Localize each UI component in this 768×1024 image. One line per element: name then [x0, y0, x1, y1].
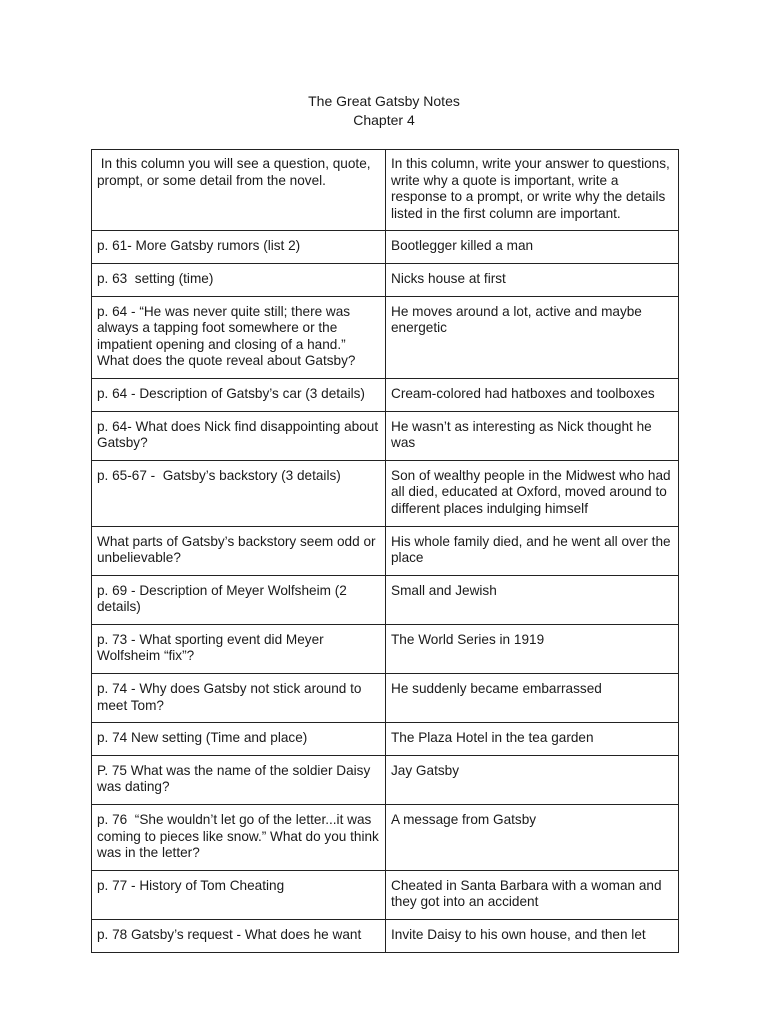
question-cell: p. 61- More Gatsby rumors (list 2)	[92, 231, 386, 264]
answer-cell: Cream-colored had hatboxes and toolboxes	[386, 378, 679, 411]
question-cell: P. 75 What was the name of the soldier Daisy was dating?	[92, 755, 386, 804]
answer-cell: He suddenly became embarrassed	[386, 674, 679, 723]
question-cell: p. 74 - Why does Gatsby not stick around to meet Tom?	[92, 674, 386, 723]
document-subtitle: Chapter 4	[353, 112, 415, 128]
question-cell: p. 73 - What sporting event did Meyer Wolfsheim “fix”?	[92, 624, 386, 673]
question-cell: p. 74 New setting (Time and place)	[92, 723, 386, 756]
notes-table	[91, 149, 679, 953]
answer-cell: Son of wealthy people in the Midwest who had all died, educated at Oxford, moved around to different places indulging himself	[386, 460, 679, 526]
table-row	[92, 263, 679, 296]
table-row	[92, 378, 679, 411]
answer-cell: Jay Gatsby	[386, 755, 679, 804]
question-cell: What parts of Gatsby’s backstory seem odd or unbelievable?	[92, 526, 386, 575]
header-cell-answers	[386, 150, 679, 231]
answer-cell: Cheated in Santa Barbara with a woman and they got into an accident	[386, 870, 679, 919]
answer-cell: The Plaza Hotel in the tea garden	[386, 723, 679, 756]
table-row	[92, 870, 679, 919]
question-cell: p. 69 - Description of Meyer Wolfsheim (2 details)	[92, 575, 386, 624]
question-cell: p. 77 - History of Tom Cheating	[92, 870, 386, 919]
table-row	[92, 920, 679, 953]
answer-cell: He moves around a lot, active and maybe energetic	[386, 296, 679, 378]
table-row	[92, 296, 679, 378]
answer-cell: The World Series in 1919	[386, 624, 679, 673]
table-row	[92, 411, 679, 460]
answer-cell: Nicks house at first	[386, 263, 679, 296]
question-cell: p. 76 “She wouldn’t let go of the letter...it was coming to pieces like snow.” What do you think was in the letter?	[92, 805, 386, 871]
question-cell: p. 64 - Description of Gatsby’s car (3 details)	[92, 378, 386, 411]
answer-cell: A message from Gatsby	[386, 805, 679, 871]
document-header	[0, 92, 768, 130]
header-answers-text: In this column, write your answer to questions, write why a quote is important, write a response to a prompt, or write why the details listed in the first column are important.	[391, 156, 670, 221]
table-row	[92, 460, 679, 526]
document-title: The Great Gatsby Notes	[308, 93, 460, 109]
question-cell: p. 64 - “He was never quite still; there was always a tapping foot somewhere or the impatient opening and closing of a hand.” What does the quote reveal about Gatsby?	[92, 296, 386, 378]
table-row	[92, 805, 679, 871]
answer-cell: He wasn’t as interesting as Nick thought he was	[386, 411, 679, 460]
question-cell: p. 63 setting (time)	[92, 263, 386, 296]
table-header-row	[92, 150, 679, 231]
table-row	[92, 723, 679, 756]
table-row	[92, 674, 679, 723]
header-prompts-text: In this column you will see a question, quote, prompt, or some detail from the novel.	[97, 156, 375, 188]
table-row	[92, 231, 679, 264]
question-cell: p. 78 Gatsby’s request - What does he want	[92, 920, 386, 953]
answer-cell: Bootlegger killed a man	[386, 231, 679, 264]
table-row	[92, 755, 679, 804]
answer-cell: His whole family died, and he went all over the place	[386, 526, 679, 575]
table-row	[92, 526, 679, 575]
question-cell: p. 65-67 - Gatsby’s backstory (3 details)	[92, 460, 386, 526]
header-cell-prompts	[92, 150, 386, 231]
table-row	[92, 575, 679, 624]
table-row	[92, 624, 679, 673]
question-cell: p. 64- What does Nick find disappointing about Gatsby?	[92, 411, 386, 460]
answer-cell: Small and Jewish	[386, 575, 679, 624]
answer-cell: Invite Daisy to his own house, and then let	[386, 920, 679, 953]
